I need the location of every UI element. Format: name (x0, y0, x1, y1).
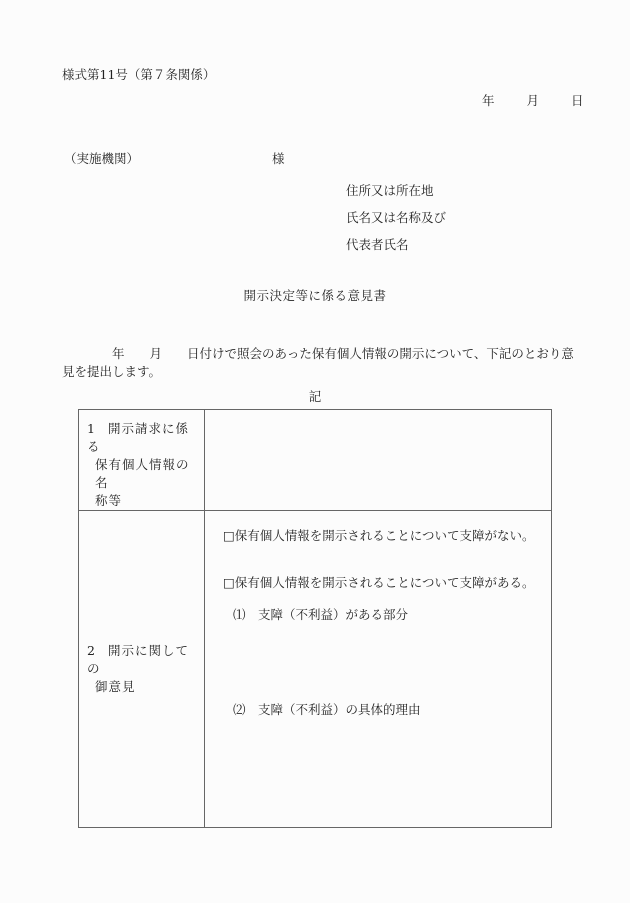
row2-opinion-cell (205, 511, 552, 828)
row1-label-line3: 称等 (95, 493, 123, 508)
body-text-line1: 年 月 日付けで照会のあった保有個人情報の開示について、下記のとおり意 (112, 346, 574, 361)
date-line (482, 91, 584, 109)
option-has-objection[interactable]: □保有個人情報を開示されることについて支障がある。 (223, 575, 535, 590)
addressee-agency: （実施機関） (64, 151, 140, 166)
opinion-form-table (78, 409, 552, 828)
submitter-representative-label: 代表者氏名 (346, 237, 409, 252)
body-text-line2: 見を提出します。 (62, 364, 162, 379)
date-day: 日 (571, 93, 584, 108)
row1-number: 1 (87, 421, 96, 436)
document-title: 開示決定等に係る意見書 (243, 288, 387, 303)
addressee-honorific: 様 (272, 151, 285, 166)
row2-number: 2 (87, 643, 96, 658)
row1-label-line1: 開示請求に係る (87, 421, 189, 454)
submitter-name-label: 氏名又は名称及び (346, 210, 447, 225)
date-year: 年 (482, 93, 495, 108)
table-row (79, 410, 552, 511)
row2-label-line2: 御意見 (95, 679, 136, 694)
form-number: 様式第11号（第７条関係） (62, 67, 216, 82)
row1-label-cell (79, 410, 205, 511)
row1-value-cell[interactable] (205, 410, 552, 511)
row2-label-cell (79, 511, 205, 828)
table-row (79, 511, 552, 828)
option-no-objection[interactable]: □保有個人情報を開示されることについて支障がない。 (223, 528, 535, 543)
ki-heading: 記 (308, 389, 322, 404)
date-month: 月 (526, 93, 540, 108)
sub-item-affected-part: ⑴ 支障（不利益）がある部分 (233, 607, 409, 622)
sub-item-specific-reason: ⑵ 支障（不利益）の具体的理由 (233, 702, 421, 717)
submitter-address-label: 住所又は所在地 (346, 183, 434, 198)
row2-label-line1: 開示に関しての (87, 643, 189, 676)
row1-label-line2: 保有個人情報の名 (95, 457, 190, 490)
